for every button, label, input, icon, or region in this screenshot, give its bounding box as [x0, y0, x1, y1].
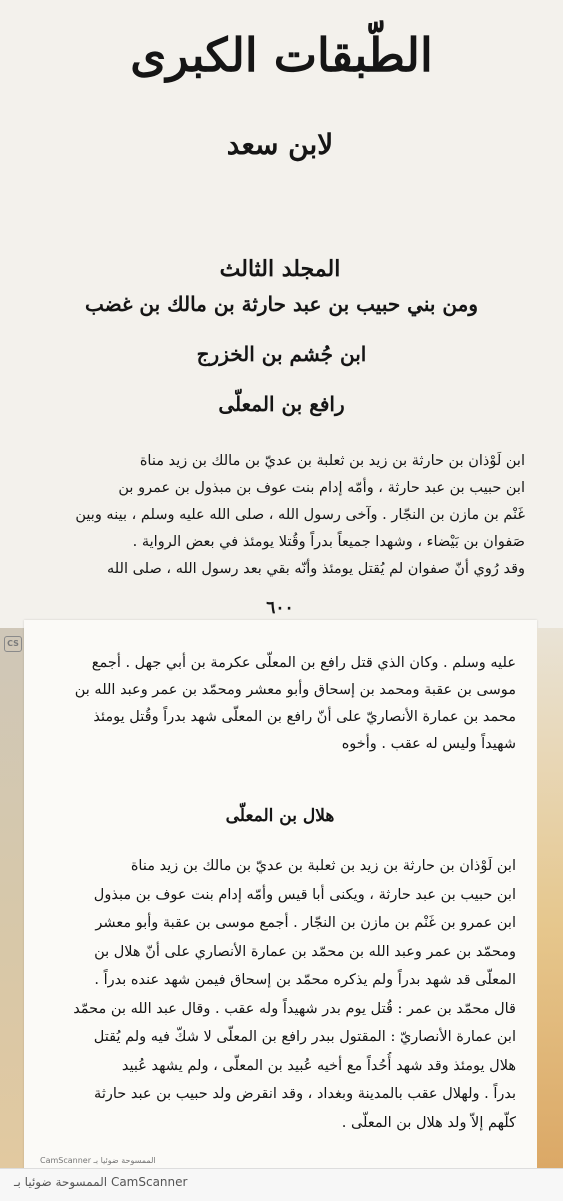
text-line: وقد رُوي أنّ صفوان لم يُقتل يومئذ وأنّه بقي بعد رسول الله ، صلى الله	[106, 561, 525, 577]
text-line: كلّهم إلاّ ولد هلال بن المعلّى .	[341, 1114, 516, 1131]
section-heading-line-2: ابن جُشم بن الخزرج	[196, 342, 367, 366]
text-line: ومحمّد بن عمر وعبد الله بن محمّد بن عمارة الأنصاري على أنّ هلال بن	[94, 943, 516, 960]
text-line: ابن عمارة الأنصاريّ : المقتول ببدر رافع بن المعلّى لا شكّ فيه ولم يُقتل	[93, 1029, 516, 1045]
text-line: ابن عمرو بن غَنْم بن مازن بن النجّار . أجمع موسى بن عقبة وأبو معشر	[95, 915, 516, 931]
paragraph-rafi-continued	[68, 650, 516, 758]
scan-margin-right	[537, 628, 563, 1168]
text-line: ابن حبيب بن عبد حارثة ، وأمّه إدام بنت عوف بن مبذول بن عمرو بن	[118, 480, 525, 496]
watermark-small-text: الممسوحة ضوئيا بـ CamScanner	[40, 1156, 156, 1165]
text-line: قال محمّد بن عمر : قُتل يوم بدر شهيداً وله عقب . وقال عبد الله بن محمّد	[73, 1000, 516, 1017]
text-line: شهيداً وليس له عقب . وأخوه	[341, 736, 516, 752]
page-number: ٦٠٠	[266, 598, 294, 618]
book-author: لابن سعد	[226, 128, 334, 161]
text-line: موسى بن عقبة ومحمد بن إسحاق وأبو معشر ومحمّد بن عمر وعبد الله بن	[74, 682, 516, 698]
text-line: ابن لَوْذان بن حارثة بن زيد بن ثعلبة بن عديّ بن مالك بن زيد مناة	[139, 453, 525, 469]
section-heading-line-3: رافع بن المعلّى	[218, 392, 345, 416]
text-line: ابن لَوْذان بن حارثة بن زيد بن ثعلبة بن عديّ بن مالك بن زيد مناة	[130, 858, 516, 874]
paragraph-hilal	[68, 852, 516, 1137]
text-line: المعلّى قد شهد بدراً ولم يذكره محمّد بن إسحاق فيمن شهد عنده بدراً .	[94, 972, 516, 988]
text-line: بدراً . ولهلال عقب بالمدينة وبغداد ، وقد انقرض ولد حبيب بن عبد حارثة	[94, 1086, 516, 1102]
scanner-footer-text: CamScanner الممسوحة ضوئيا بـ	[14, 1175, 188, 1189]
book-title: الطّبقات الكبرى	[130, 28, 433, 82]
section-heading-line-1: ومن بني حبيب بن عبد حارثة بن مالك بن غضب	[84, 292, 479, 316]
text-line: هلال يومئذ وقد شهد أُحُداً مع أخيه عُبيد بن المعلّى ، ولم يشهد عُبيد	[121, 1057, 516, 1074]
text-line: ابن حبيب بن عبد حارثة ، ويكنى أبا قيس وأمّه إدام بنت عوف بن مبذول	[93, 886, 516, 903]
hilal-heading: هلال بن المعلّى	[225, 806, 335, 826]
paragraph-rafi	[38, 448, 525, 583]
text-line: صَفوان بن بَيْضاء ، وشهدا جميعاً بدراً وقُتلا يومئذ في بعض الرواية .	[132, 534, 525, 550]
scan-margin-left	[0, 628, 24, 1168]
camscanner-badge-icon: CS	[4, 636, 22, 652]
text-line: محمد بن عمارة الأنصاريّ على أنّ رافع بن المعلّى شهد بدراً وقُتل يومئذ	[93, 709, 516, 725]
volume-label: المجلد الثالث	[219, 256, 341, 282]
text-line: عليه وسلم . وكان الذي قتل رافع بن المعلّى عكرمة بن أبي جهل . أجمع	[91, 655, 516, 671]
text-line: غَنْم بن مازن بن النجّار . وآخى رسول الله ، صلى الله عليه وسلم ، بينه وبين	[75, 507, 525, 523]
